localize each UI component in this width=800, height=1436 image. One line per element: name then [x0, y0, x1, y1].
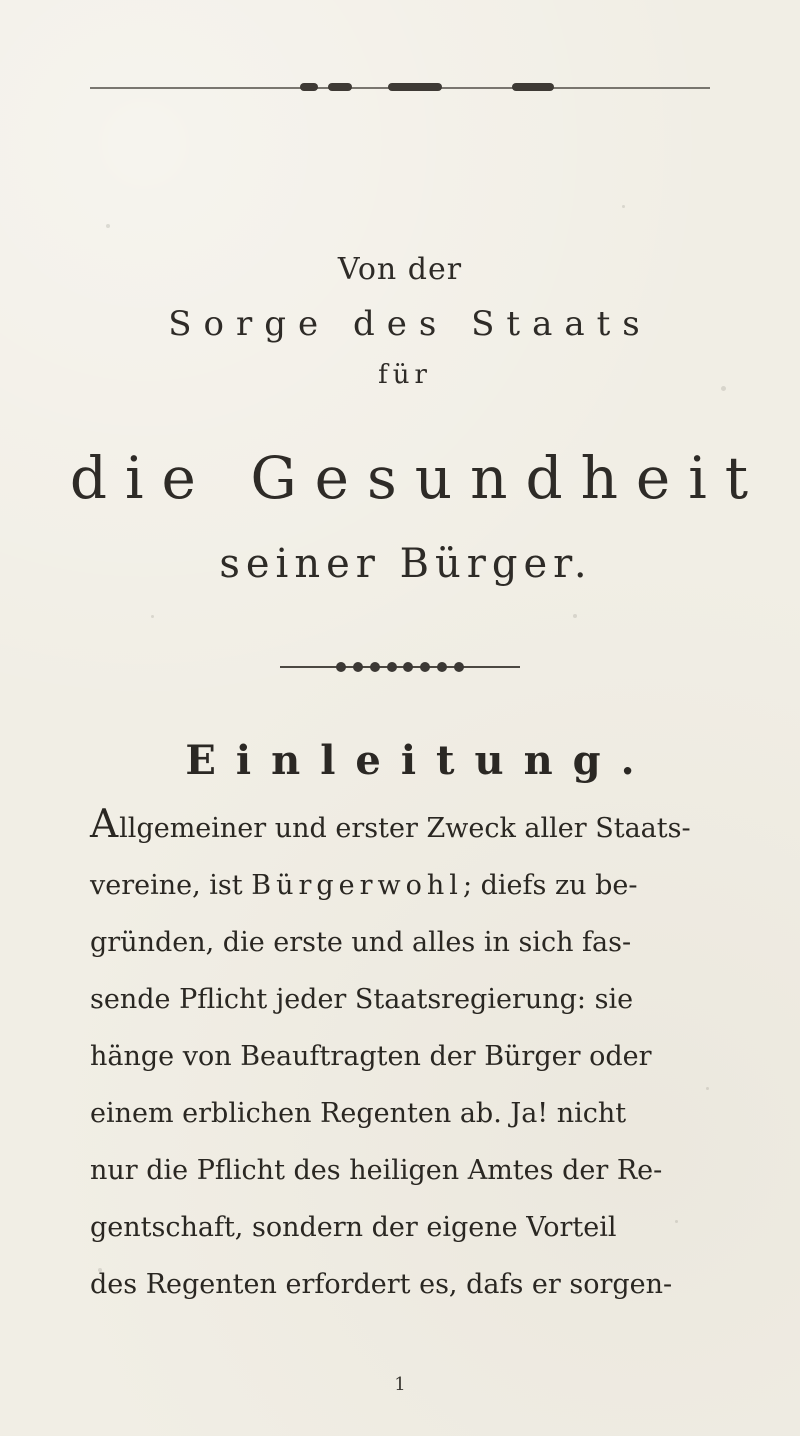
title-line-3: für	[378, 360, 432, 390]
paragraph-line	[90, 800, 710, 857]
paragraph-line	[90, 1199, 710, 1256]
title-line-1: Von der	[337, 252, 463, 287]
paragraph-line	[90, 1085, 710, 1142]
paragraph-line-8: gentschaft, sondern der eigene Vorteil	[90, 1212, 617, 1243]
paragraph-line-1-text: llgemeiner und erster Zweck aller Staats-	[119, 813, 691, 844]
paragraph-line-6: einem erblichen Regenten ab. Ja! nicht	[90, 1098, 627, 1129]
paragraph-line-2-end: ; diefs zu be-	[462, 870, 638, 901]
title-line-4: die Gesundheit	[69, 444, 767, 512]
paragraph-line-9: des Regenten erfordert es, dafs er sorgen-	[90, 1269, 673, 1300]
paragraph-line-3: gründen, die erste und alles in sich fas-	[90, 927, 632, 958]
paragraph-line-7: nur die Pflicht des heiligen Amtes der Re-	[90, 1155, 663, 1186]
paragraph-line	[90, 971, 710, 1028]
section-heading: Einleitung.	[185, 737, 655, 784]
paragraph-line-5: hänge von Beauftragten der Bürger oder	[90, 1041, 652, 1072]
title-line-2: Sorge des Staats	[168, 304, 652, 344]
title-line-5: seiner Bürger.	[219, 541, 593, 587]
paragraph-line	[90, 1142, 710, 1199]
top-decorative-rule	[90, 83, 710, 93]
paragraph-line-2-spaced-word: Bürgerwohl	[251, 870, 463, 901]
ornamental-divider	[280, 662, 520, 672]
paragraph-line	[90, 857, 710, 914]
initial-capital: A	[90, 802, 119, 847]
paragraph-line	[90, 1028, 710, 1085]
paragraph-line-2-start: vereine, ist	[90, 870, 243, 901]
page-number: 1	[394, 1374, 406, 1395]
paragraph-line-4: sende Pflicht jeder Staatsregierung: sie	[90, 984, 634, 1015]
paragraph-line	[90, 1256, 710, 1313]
paragraph-line	[90, 914, 710, 971]
body-paragraph	[90, 800, 710, 1313]
